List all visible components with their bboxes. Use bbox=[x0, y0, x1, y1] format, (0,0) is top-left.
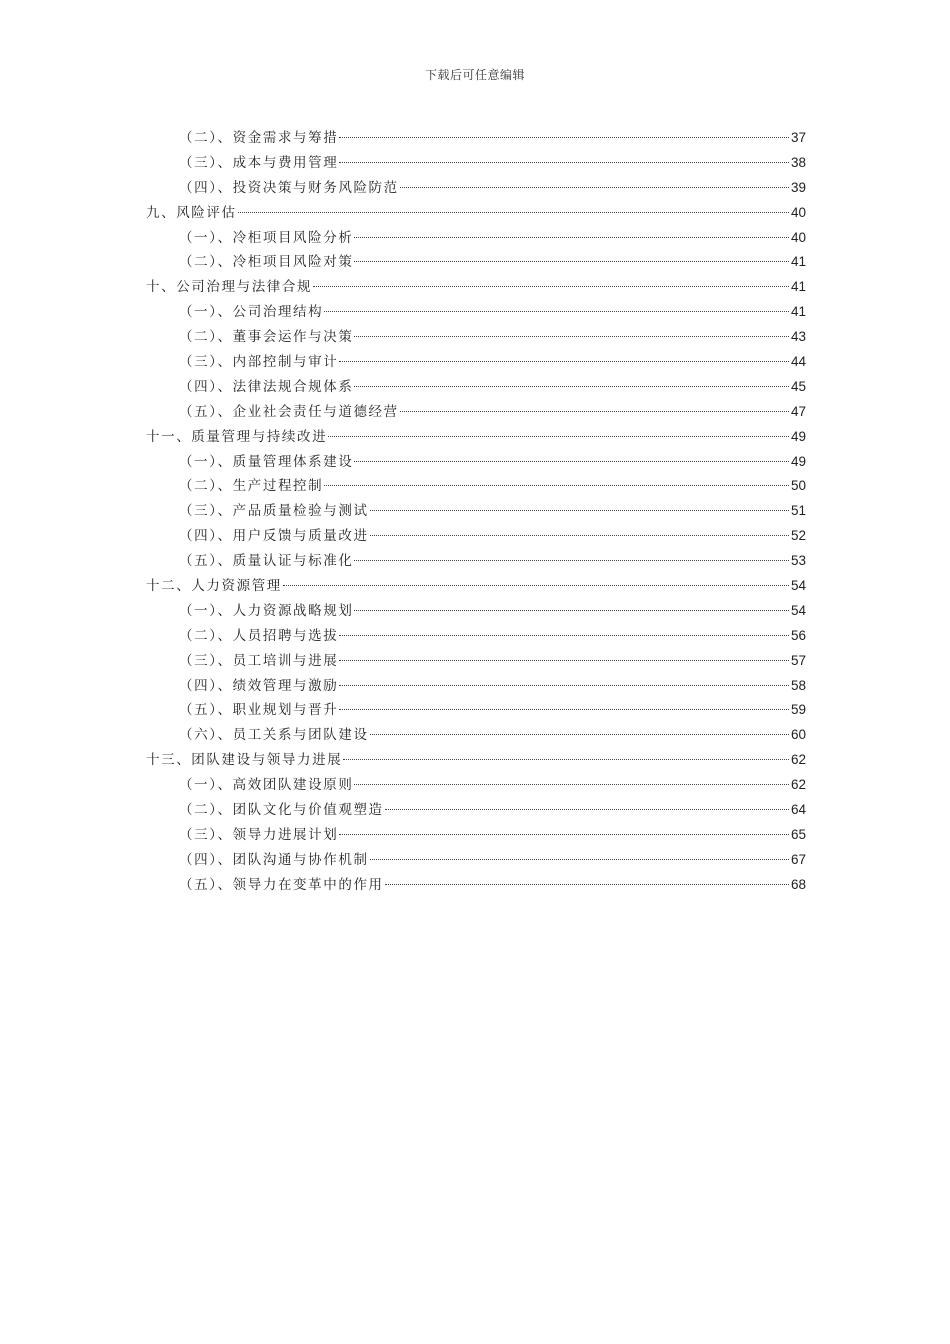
toc-entry-page-number: 41 bbox=[790, 254, 806, 270]
toc-entry-title: （二）、生产过程控制 bbox=[179, 478, 324, 495]
toc-entry-title: （四）、法律法规合规体系 bbox=[179, 378, 354, 395]
toc-entry-title: （五）、企业社会责任与道德经营 bbox=[179, 403, 399, 420]
toc-entry-page-number: 59 bbox=[790, 702, 806, 718]
toc-entry-page-number: 44 bbox=[790, 354, 806, 370]
toc-dot-leader bbox=[328, 436, 789, 437]
toc-entry-page-number: 47 bbox=[790, 403, 806, 419]
toc-entry-page-number: 37 bbox=[790, 130, 806, 145]
toc-entry-page-number: 58 bbox=[790, 677, 806, 693]
toc-entry[interactable] bbox=[146, 400, 806, 425]
toc-entry-title: （四）、用户反馈与质量改进 bbox=[179, 528, 369, 545]
toc-entry-page-number: 56 bbox=[790, 627, 806, 643]
table-of-contents bbox=[146, 126, 806, 898]
toc-dot-leader bbox=[370, 859, 789, 860]
toc-entry[interactable] bbox=[146, 375, 806, 400]
toc-entry[interactable] bbox=[146, 524, 806, 549]
toc-dot-leader bbox=[370, 535, 789, 536]
toc-entry[interactable] bbox=[146, 574, 806, 599]
toc-entry[interactable] bbox=[146, 723, 806, 748]
toc-entry-title: （一）、质量管理体系建设 bbox=[179, 453, 354, 470]
toc-entry-page-number: 40 bbox=[790, 204, 806, 220]
toc-entry-page-number: 41 bbox=[790, 279, 806, 295]
toc-entry[interactable] bbox=[146, 450, 806, 475]
toc-dot-leader bbox=[354, 610, 789, 611]
toc-entry[interactable] bbox=[146, 250, 806, 275]
toc-dot-leader bbox=[354, 261, 789, 262]
toc-entry[interactable] bbox=[146, 325, 806, 350]
toc-entry[interactable] bbox=[146, 151, 806, 176]
toc-dot-leader bbox=[370, 734, 789, 735]
toc-entry-title: （二）、董事会运作与决策 bbox=[179, 329, 354, 346]
toc-entry[interactable] bbox=[146, 275, 806, 300]
toc-entry-title: （五）、职业规划与晋升 bbox=[179, 702, 339, 719]
toc-dot-leader bbox=[354, 560, 789, 561]
toc-entry-page-number: 64 bbox=[790, 802, 806, 818]
toc-entry-title: （三）、产品质量检验与测试 bbox=[179, 503, 369, 520]
toc-entry-title: （五）、领导力在变革中的作用 bbox=[179, 876, 384, 893]
toc-entry-page-number: 60 bbox=[790, 727, 806, 743]
toc-entry-title: （四）、投资决策与财务风险防范 bbox=[179, 179, 399, 196]
toc-entry[interactable] bbox=[146, 300, 806, 325]
toc-dot-leader bbox=[238, 212, 789, 213]
toc-entry-page-number: 40 bbox=[790, 229, 806, 245]
toc-entry-title: （五）、质量认证与标准化 bbox=[179, 553, 354, 570]
toc-entry-title: （二）、人员招聘与选拔 bbox=[179, 627, 339, 644]
toc-dot-leader bbox=[339, 660, 789, 661]
toc-dot-leader bbox=[283, 585, 789, 586]
toc-dot-leader bbox=[400, 187, 789, 188]
toc-entry[interactable] bbox=[146, 599, 806, 624]
toc-entry-title: 十三、团队建设与领导力进展 bbox=[146, 752, 343, 769]
toc-entry-page-number: 51 bbox=[790, 503, 806, 519]
toc-entry-title: （一）、公司治理结构 bbox=[179, 304, 324, 321]
toc-entry[interactable] bbox=[146, 748, 806, 773]
toc-entry-title: （二）、冷柜项目风险对策 bbox=[179, 254, 354, 271]
toc-dot-leader bbox=[343, 759, 789, 760]
toc-entry[interactable] bbox=[146, 773, 806, 798]
toc-dot-leader bbox=[354, 784, 789, 785]
toc-entry-page-number: 45 bbox=[790, 378, 806, 394]
toc-entry-title: 十二、人力资源管理 bbox=[146, 578, 282, 595]
toc-entry-page-number: 53 bbox=[790, 553, 806, 569]
toc-entry-title: 十、公司治理与法律合规 bbox=[146, 279, 313, 296]
toc-entry-title: （二）、团队文化与价值观塑造 bbox=[179, 802, 384, 819]
toc-entry-page-number: 52 bbox=[790, 528, 806, 544]
toc-entry-page-number: 62 bbox=[790, 752, 806, 768]
toc-entry-page-number: 65 bbox=[790, 826, 806, 842]
toc-entry[interactable] bbox=[146, 549, 806, 574]
toc-dot-leader bbox=[339, 137, 789, 138]
toc-entry-title: （一）、人力资源战略规划 bbox=[179, 602, 354, 619]
toc-dot-leader bbox=[385, 884, 789, 885]
toc-entry[interactable] bbox=[146, 474, 806, 499]
toc-entry[interactable] bbox=[146, 499, 806, 524]
toc-entry-page-number: 57 bbox=[790, 652, 806, 668]
toc-entry[interactable] bbox=[146, 698, 806, 723]
toc-entry-page-number: 67 bbox=[790, 851, 806, 867]
toc-dot-leader bbox=[339, 834, 789, 835]
toc-entry[interactable] bbox=[146, 624, 806, 649]
toc-entry-title: （三）、内部控制与审计 bbox=[179, 354, 339, 371]
toc-entry-title: （三）、成本与费用管理 bbox=[179, 154, 339, 171]
toc-dot-leader bbox=[324, 485, 789, 486]
toc-dot-leader bbox=[400, 411, 789, 412]
toc-entry-title: （一）、冷柜项目风险分析 bbox=[179, 229, 354, 246]
toc-dot-leader bbox=[324, 311, 789, 312]
toc-entry-title: （一）、高效团队建设原则 bbox=[179, 777, 354, 794]
toc-entry[interactable] bbox=[146, 873, 806, 898]
toc-dot-leader bbox=[354, 237, 789, 238]
toc-entry-page-number: 41 bbox=[790, 304, 806, 320]
toc-entry-title: （三）、员工培训与进展 bbox=[179, 652, 339, 669]
toc-entry-page-number: 38 bbox=[790, 154, 806, 170]
toc-dot-leader bbox=[313, 286, 789, 287]
toc-entry[interactable] bbox=[146, 425, 806, 450]
toc-entry-title: （六）、员工关系与团队建设 bbox=[179, 727, 369, 744]
toc-dot-leader bbox=[354, 461, 789, 462]
toc-dot-leader bbox=[339, 162, 789, 163]
toc-entry[interactable] bbox=[146, 126, 806, 151]
toc-dot-leader bbox=[370, 510, 789, 511]
toc-entry[interactable] bbox=[146, 350, 806, 375]
toc-entry-page-number: 50 bbox=[790, 478, 806, 494]
toc-entry-page-number: 49 bbox=[790, 453, 806, 469]
toc-entry[interactable] bbox=[146, 226, 806, 251]
toc-entry-page-number: 49 bbox=[790, 428, 806, 444]
toc-entry-page-number: 54 bbox=[790, 578, 806, 594]
toc-entry-page-number: 62 bbox=[790, 777, 806, 793]
toc-dot-leader bbox=[339, 709, 789, 710]
toc-dot-leader bbox=[354, 336, 789, 337]
toc-entry-title: （二）、资金需求与筹措 bbox=[179, 130, 339, 146]
page-header: 下载后可任意编辑 bbox=[424, 68, 525, 82]
toc-dot-leader bbox=[339, 635, 789, 636]
toc-dot-leader bbox=[354, 386, 789, 387]
toc-entry-title: （四）、团队沟通与协作机制 bbox=[179, 851, 369, 868]
toc-entry-page-number: 54 bbox=[790, 602, 806, 618]
toc-entry-page-number: 43 bbox=[790, 329, 806, 345]
toc-dot-leader bbox=[339, 685, 789, 686]
toc-dot-leader bbox=[339, 361, 789, 362]
toc-entry-title: （三）、领导力进展计划 bbox=[179, 826, 339, 843]
toc-entry[interactable] bbox=[146, 798, 806, 823]
toc-entry-title: （四）、绩效管理与激励 bbox=[179, 677, 339, 694]
toc-entry-page-number: 39 bbox=[790, 179, 806, 195]
toc-entry[interactable] bbox=[146, 848, 806, 873]
toc-entry-page-number: 68 bbox=[790, 876, 806, 892]
toc-entry[interactable] bbox=[146, 674, 806, 699]
toc-dot-leader bbox=[385, 809, 789, 810]
toc-entry-title: 十一、质量管理与持续改进 bbox=[146, 428, 328, 445]
toc-entry[interactable] bbox=[146, 201, 806, 226]
toc-entry[interactable] bbox=[146, 176, 806, 201]
toc-entry-title: 九、风险评估 bbox=[146, 204, 237, 221]
toc-entry[interactable] bbox=[146, 649, 806, 674]
toc-entry[interactable] bbox=[146, 823, 806, 848]
